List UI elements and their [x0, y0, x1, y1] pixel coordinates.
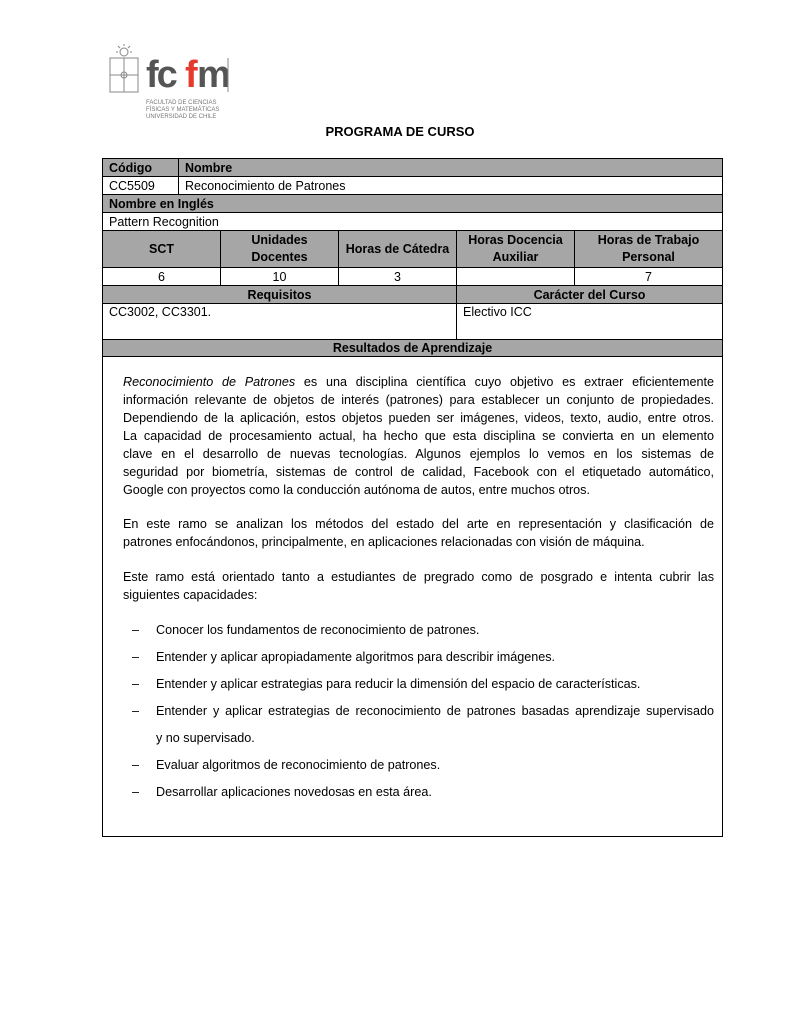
svg-text:UNIVERSIDAD DE CHILE: UNIVERSIDAD DE CHILE: [146, 114, 217, 120]
caracter-header: Carácter del Curso: [456, 285, 723, 304]
paragraph-line: Google con proyectos como la conducción autónoma de autos, entre muchos otros.: [123, 483, 590, 497]
bullet-item: Evaluar algoritmos de reconocimiento de patrones.: [156, 758, 441, 772]
bullet-item: Desarrollar aplicaciones novedosas en esta área.: [156, 785, 432, 799]
horas-auxiliar-header: Horas Docencia Auxiliar: [456, 230, 575, 268]
bullet-dash: –: [132, 650, 140, 664]
paragraph-line: seguridad por biometría, sistemas de control de calidad, Facebook con el etiquetado automático,: [123, 465, 714, 479]
paragraph-line: patrones enfocándonos, principalmente, en aplicaciones relacionadas con visión de máquina.: [123, 535, 645, 549]
paragraph-line: clave en el desarrollo de nuevas tecnologías. Algunos ejemplos lo vemos en los sistemas de: [123, 447, 714, 461]
horas-catedra-value: 3: [338, 267, 457, 286]
svg-text:m: m: [197, 54, 231, 96]
requisitos-header: Requisitos: [102, 285, 457, 304]
nombre-header: Nombre: [178, 158, 723, 177]
paragraph-line: [123, 375, 714, 389]
bullet-dash: –: [132, 704, 140, 718]
bullet-dash: –: [132, 677, 140, 691]
bullet-item: Entender y aplicar estrategias de reconocimiento de patrones basadas aprendizaje supervisado: [156, 704, 714, 718]
requisitos-value: CC3002, CC3301.: [102, 303, 457, 340]
resultados-header: Resultados de Aprendizaje: [102, 339, 723, 357]
svg-text:FACULTAD DE CIENCIAS: FACULTAD DE CIENCIAS: [146, 100, 217, 106]
paragraph-line: siguientes capacidades:: [123, 588, 258, 602]
bullet-dash: –: [132, 758, 140, 772]
paragraph-line: Dependiendo de la aplicación, estos objetos pueden ser imágenes, videos, texto, audio, entre otros.: [123, 411, 714, 425]
bullet-item: Entender y aplicar apropiadamente algoritmos para describir imágenes.: [156, 650, 556, 664]
unidades-docentes-header: Unidades Docentes: [220, 230, 339, 268]
unidades-docentes-value: 10: [220, 267, 339, 286]
bullet-dash: –: [132, 623, 140, 637]
svg-text:FÍSICAS Y MATEMÁTICAS: FÍSICAS Y MATEMÁTICAS: [146, 107, 220, 113]
nombre-value: Reconocimiento de Patrones: [178, 176, 723, 195]
horas-catedra-header: Horas de Cátedra: [338, 230, 457, 268]
bullet-item: Conocer los fundamentos de reconocimiento de patrones.: [156, 623, 480, 637]
codigo-value: CC5509: [102, 176, 179, 195]
fcfm-logo: [108, 44, 233, 124]
horas-auxiliar-value: [456, 267, 575, 286]
horas-trabajo-value: 7: [574, 267, 723, 286]
page-title: PROGRAMA DE CURSO: [325, 124, 475, 139]
nombre-ingles-value: Pattern Recognition: [102, 212, 723, 231]
horas-trabajo-header: Horas de Trabajo Personal: [574, 230, 723, 268]
university-seal-icon: [108, 44, 233, 124]
svg-text:f: f: [185, 54, 198, 96]
sct-header: SCT: [102, 230, 221, 268]
paragraph-text: es una disciplina científica cuyo objetivo es extraer eficientemente: [295, 375, 715, 389]
paragraph-line: información relevante de objetos de interés (patrones) para establecer un conjunto de propiedades.: [123, 393, 714, 407]
svg-text:fc: fc: [146, 54, 176, 96]
bullet-item: Entender y aplicar estrategias para reducir la dimensión del espacio de características.: [156, 677, 641, 691]
course-name-italic: Reconocimiento de Patrones: [123, 375, 296, 389]
codigo-header: Código: [102, 158, 179, 177]
paragraph-line: En este ramo se analizan los métodos del estado del arte en representación y clasificación de: [123, 517, 714, 531]
paragraph-line: Este ramo está orientado tanto a estudiantes de pregrado como de posgrado e intenta cubrir las: [123, 570, 714, 584]
bullet-dash: –: [132, 785, 140, 799]
sct-value: 6: [102, 267, 221, 286]
bullet-item-continuation: y no supervisado.: [156, 731, 255, 745]
caracter-value: Electivo ICC: [456, 303, 723, 340]
nombre-ingles-header: Nombre en Inglés: [102, 194, 723, 213]
paragraph-line: La capacidad de procesamiento actual, ha hecho que esta disciplina se convierta en un elemento: [123, 429, 714, 443]
